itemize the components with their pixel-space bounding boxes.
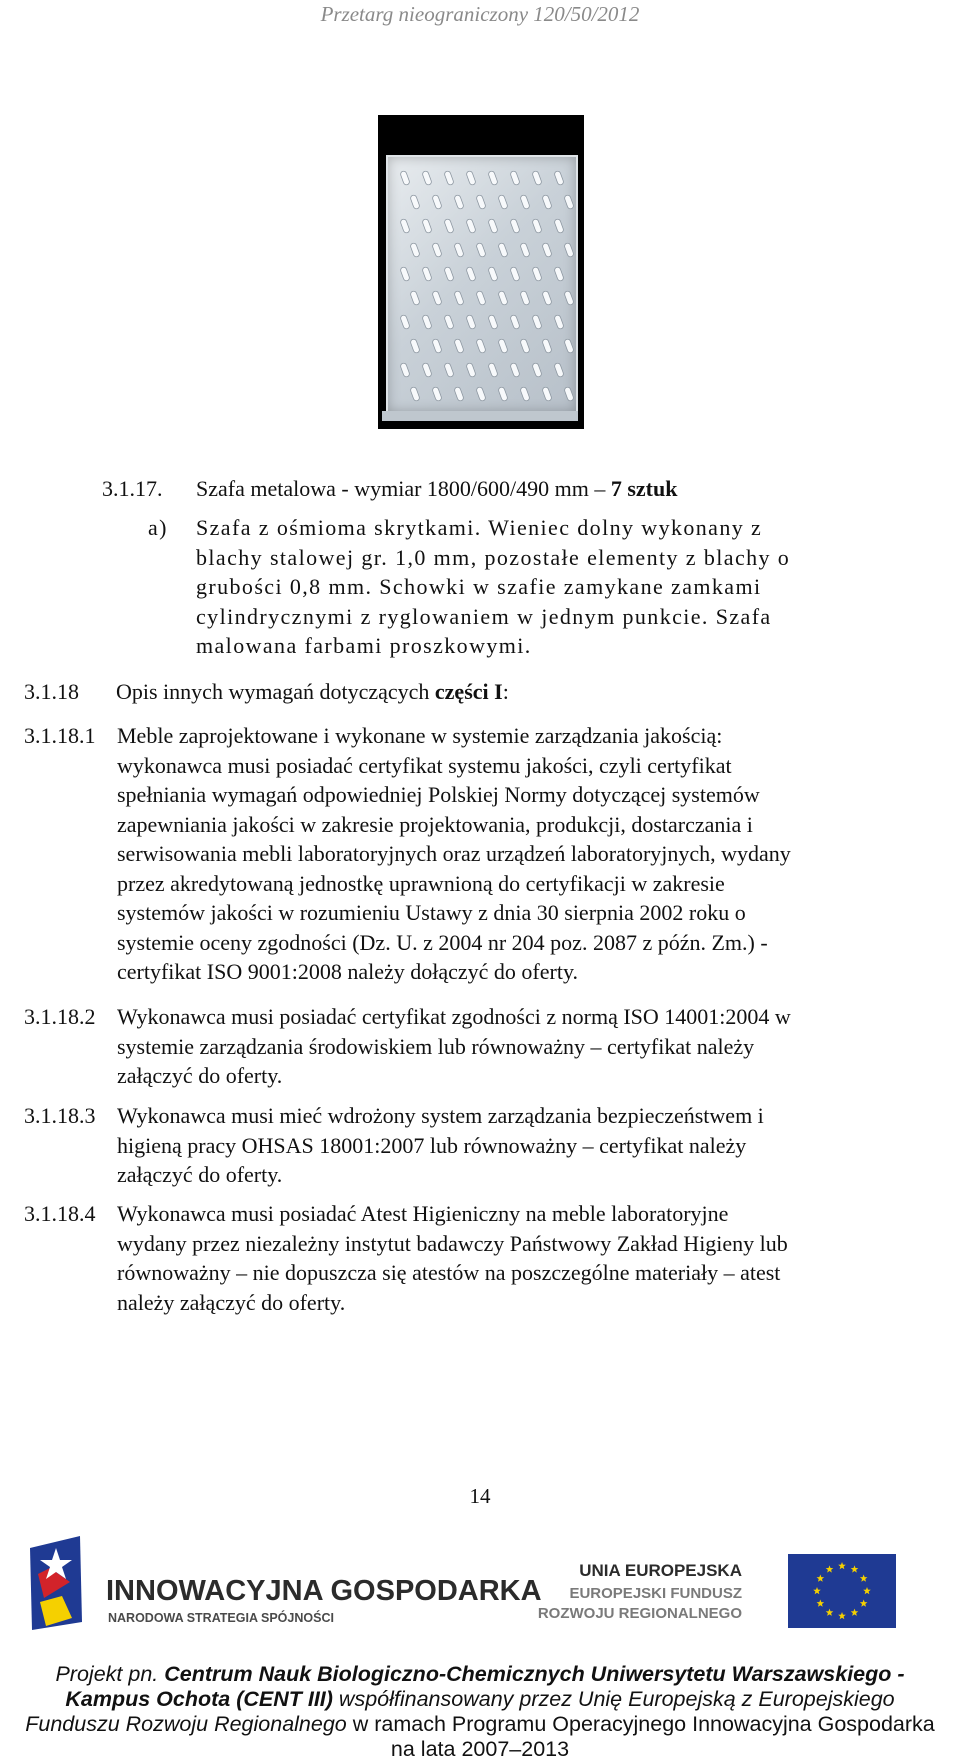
peg	[466, 266, 476, 281]
eu-line-2: EUROPEJSKI FUNDUSZ	[569, 1585, 742, 1602]
innowacyjna-gospodarka-logo	[20, 1530, 542, 1640]
peg	[498, 290, 508, 305]
text-line: wydany przez niezależny instytut badawczy Państwowy Zakład Higieny lub	[117, 1230, 788, 1256]
eu-line-3: ROZWOJU REGIONALNEGO	[537, 1605, 742, 1622]
peg	[432, 194, 442, 209]
footer-project-name: Centrum Nauk Biologiczno-Chemicznych Uniwersytetu Warszawskiego -	[164, 1662, 905, 1686]
footer-campus: Kampus Ochota (CENT III)	[65, 1687, 333, 1711]
quantity: 7 sztuk	[610, 476, 678, 501]
peg	[454, 290, 464, 305]
section-title: Szafa metalowa - wymiar 1800/600/490 mm –	[196, 476, 611, 501]
text-line: Wykonawca musi posiadać certyfikat zgodności z normą ISO 14001:2004 w	[117, 1004, 791, 1029]
peg	[498, 194, 508, 209]
peg	[400, 266, 410, 281]
peg	[510, 266, 520, 281]
text-line: należy załączyć do oferty.	[117, 1289, 346, 1315]
text-line: systemie oceny zgodności (Dz. U. z 2004 nr 204 poz. 2087 z późn. Zm.) -	[117, 929, 768, 955]
footer-prefix: Projekt pn.	[55, 1662, 165, 1686]
eu-flag-icon	[788, 1554, 896, 1628]
peg	[444, 362, 454, 377]
peg	[466, 218, 476, 233]
text-line: systemów jakości w rozumieniu Ustawy z dnia 30 sierpnia 2002 roku o	[117, 900, 746, 925]
peg	[498, 338, 508, 353]
peg	[400, 170, 410, 185]
peg	[410, 242, 420, 257]
text-line: Wykonawca musi posiadać Atest Higieniczny na meble laboratoryjne	[117, 1201, 729, 1226]
item-body	[196, 513, 956, 661]
text-line: blachy stalowej gr. 1,0 mm, pozostałe elementy z blachy o	[196, 544, 791, 570]
peg	[564, 290, 574, 305]
text-line: Meble zaprojektowane i wykonane w systemie zarządzania jakością:	[117, 723, 723, 748]
star-flag-icon	[30, 1536, 82, 1630]
peg	[554, 314, 564, 329]
section-number: 3.1.18	[24, 679, 79, 704]
pegboard	[386, 155, 578, 414]
peg	[400, 362, 410, 377]
peg	[520, 194, 530, 209]
peg	[532, 266, 542, 281]
footer-years: na lata 2007–2013	[390, 1737, 570, 1761]
peg	[542, 242, 552, 257]
peg	[542, 194, 552, 209]
drying-rack-photo	[378, 115, 584, 429]
text-line: zapewniania jakości w zakresie projektowania, produkcji, dostarczania i	[117, 811, 753, 837]
peg	[510, 170, 520, 185]
peg	[432, 338, 442, 353]
peg	[454, 338, 464, 353]
peg	[400, 314, 410, 329]
peg	[432, 290, 442, 305]
peg	[444, 170, 454, 185]
eu-fund-logo	[536, 1552, 956, 1630]
peg	[488, 170, 498, 185]
peg	[466, 362, 476, 377]
text-line: wykonawca musi posiadać certyfikat systemu jakości, czyli certyfikat	[117, 752, 732, 778]
section-3-1-17	[102, 474, 677, 504]
peg	[532, 362, 542, 377]
project-footer	[0, 1662, 960, 1762]
peg	[510, 218, 520, 233]
text-line: grubości 0,8 mm. Schowki w szafie zamykane zamkami	[196, 574, 762, 599]
peg	[454, 194, 464, 209]
peg	[476, 242, 486, 257]
peg	[422, 170, 432, 185]
peg	[542, 290, 552, 305]
peg	[554, 218, 564, 233]
peg	[444, 266, 454, 281]
requirement-body	[117, 1101, 959, 1190]
item-label: a)	[148, 515, 168, 540]
peg	[520, 290, 530, 305]
peg	[564, 386, 574, 401]
peg	[476, 338, 486, 353]
requirement-number: 3.1.18.4	[24, 1201, 96, 1226]
peg	[488, 362, 498, 377]
footer-fund: Funduszu Rozwoju Regionalnego	[25, 1712, 347, 1736]
page-header: Przetarg nieograniczony 120/50/2012	[320, 2, 640, 26]
peg	[542, 338, 552, 353]
peg	[466, 170, 476, 185]
footer-cofinanced: współfinansowany przez	[332, 1687, 578, 1711]
page-number: 14	[469, 1484, 491, 1508]
peg	[520, 386, 530, 401]
peg	[410, 338, 420, 353]
peg	[488, 266, 498, 281]
peg	[532, 170, 542, 185]
peg	[498, 242, 508, 257]
section-title-bold: części I	[434, 679, 503, 704]
footer-programme: w ramach Programu Operacyjnego Innowacyjna Gospodarka	[346, 1712, 935, 1736]
peg	[498, 386, 508, 401]
peg	[410, 194, 420, 209]
footer-eu: Unię Europejską z Europejskiego	[577, 1687, 895, 1711]
text-line: higieną pracy OHSAS 18001:2007 lub równoważny – certyfikat należy	[117, 1132, 747, 1158]
requirement-number: 3.1.18.2	[24, 1004, 96, 1029]
peg	[542, 386, 552, 401]
text-line: malowana farbami proszkowymi.	[196, 633, 532, 658]
peg	[520, 242, 530, 257]
peg	[554, 170, 564, 185]
text-line: certyfikat ISO 9001:2008 należy dołączyć do oferty.	[117, 959, 579, 984]
eu-line-1: UNIA EUROPEJSKA	[579, 1561, 742, 1580]
text-line: spełniania wymagań odpowiedniej Polskiej Normy dotyczącej systemów	[117, 782, 760, 807]
peg	[564, 242, 574, 257]
peg	[476, 386, 486, 401]
peg	[564, 194, 574, 209]
pegs-pattern	[388, 157, 576, 412]
peg	[476, 290, 486, 305]
text-line: załączyć do oferty.	[117, 1162, 283, 1187]
section-title: Opis innych wymagań dotyczących	[116, 679, 435, 704]
peg	[476, 194, 486, 209]
peg	[422, 218, 432, 233]
rack-base	[382, 411, 578, 421]
requirement-number: 3.1.18.1	[24, 723, 96, 748]
peg	[444, 314, 454, 329]
text-line: serwisowania mebli laboratoryjnych oraz urządzeń laboratoryjnych, wydany	[117, 841, 791, 866]
peg	[520, 338, 530, 353]
requirement-number: 3.1.18.3	[24, 1103, 96, 1128]
peg	[488, 218, 498, 233]
peg	[554, 362, 564, 377]
peg	[454, 242, 464, 257]
peg	[532, 218, 542, 233]
peg	[432, 386, 442, 401]
peg	[422, 266, 432, 281]
section-number: 3.1.17.	[102, 476, 163, 501]
text-line: załączyć do oferty.	[117, 1063, 283, 1088]
peg	[532, 314, 542, 329]
peg	[432, 242, 442, 257]
text-line: równoważny – nie dopuszcza się atestów na poszczególne materiały – atest	[117, 1260, 781, 1285]
text-line: przez akredytowaną jednostkę uprawnioną do certyfikacji w zakresie	[117, 870, 725, 896]
text-line: Wykonawca musi mieć wdrożony system zarządzania bezpieczeństwem i	[117, 1103, 764, 1128]
peg	[410, 290, 420, 305]
section-title-suffix: :	[502, 679, 509, 704]
logo-title: INNOWACYJNA GOSPODARKA	[106, 1575, 542, 1607]
requirement-body	[117, 721, 959, 987]
text-line: systemie zarządzania środowiskiem lub równoważny – certyfikat należy	[117, 1033, 755, 1059]
peg	[564, 338, 574, 353]
peg	[510, 314, 520, 329]
requirement-body	[117, 1002, 959, 1091]
text-line: Szafa z ośmioma skrytkami. Wieniec dolny wykonany z	[196, 515, 763, 540]
peg	[454, 386, 464, 401]
text-line: cylindrycznymi z ryglowaniem w jednym punkcie. Szafa	[196, 603, 772, 629]
peg	[554, 266, 564, 281]
section-3-1-18	[24, 677, 509, 707]
peg	[466, 314, 476, 329]
peg	[510, 362, 520, 377]
requirement-body	[117, 1199, 959, 1317]
peg	[488, 314, 498, 329]
logo-subtitle: NARODOWA STRATEGIA SPÓJNOŚCI	[108, 1611, 334, 1625]
peg	[410, 386, 420, 401]
peg	[422, 362, 432, 377]
peg	[400, 218, 410, 233]
peg	[422, 314, 432, 329]
peg	[444, 218, 454, 233]
